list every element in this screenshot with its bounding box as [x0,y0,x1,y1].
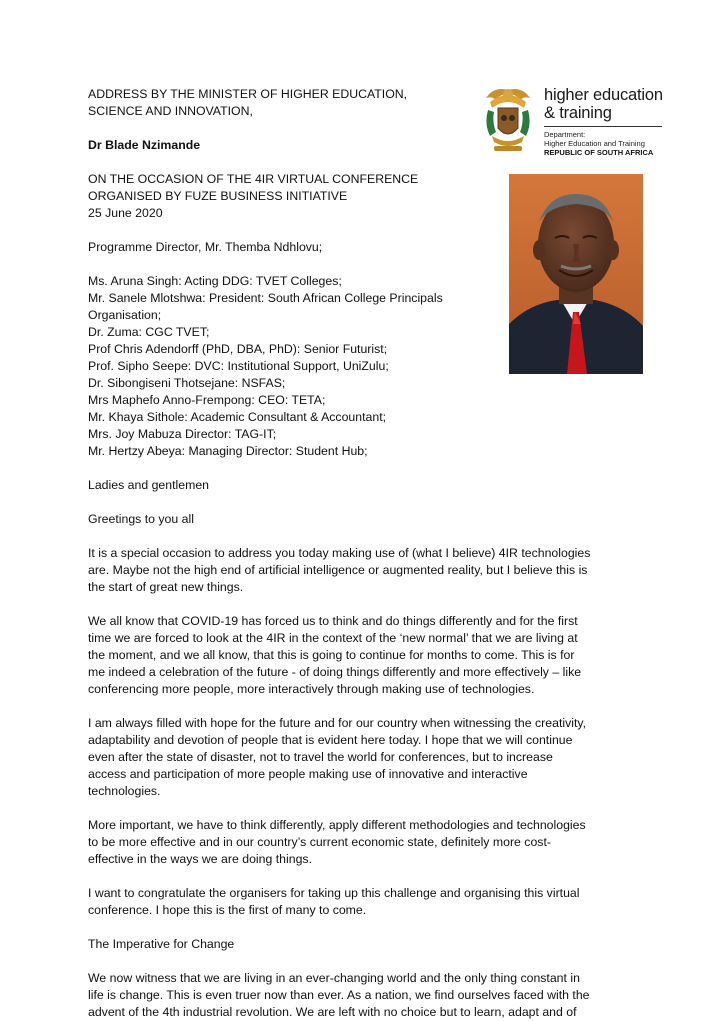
programme-director: Programme Director, Mr. Themba Ndhlovu; [88,240,323,254]
paragraph-line: the start of great new things. [88,580,244,594]
logo-title-line2: & training [544,104,612,122]
paragraph-line: are. Maybe not the high end of artificial intelligence or augmented reality, but I believe this is [88,563,588,577]
paragraph-line: We all know that COVID-19 has forced us to think and do things differently and for the first [88,614,578,628]
title-line-2: SCIENCE AND INNOVATION, [88,104,253,118]
title-line-1: ADDRESS BY THE MINISTER OF HIGHER EDUCATION, [88,87,408,101]
attendee-line: Mr. Hertzy Abeya: Managing Director: Student Hub; [88,444,368,458]
paragraph-line: the moment, and we all know, that this is going to continue for months to come. This is for [88,648,575,662]
paragraph-line: It is a special occasion to address you today making use of (what I believe) 4IR technologies [88,546,591,560]
paragraph-line: even after the state of disaster, not to travel the world for conferences, but to increase [88,750,553,764]
logo-department-label: Department: [544,130,586,139]
speaker-name: Dr Blade Nzimande [88,138,201,152]
paragraph-line: adaptability and devotion of people that is evident here today. I hope that we will continue [88,733,573,747]
attendee-line: Ms. Aruna Singh: Acting DDG: TVET Colleges; [88,274,342,288]
paragraph-line: conference. I hope this is the first of many to come. [88,903,367,917]
paragraph [88,715,648,800]
paragraph-line: advent of the 4th industrial revolution. We are left with no choice but to learn, adapt and of [88,1005,577,1019]
paragraph [88,885,648,919]
attendee-line: Mr. Khaya Sithole: Academic Consultant & Accountant; [88,410,387,424]
attendee-line: Mr. Sanele Mlotshwa: President: South African College Principals [88,291,443,305]
paragraph-line: life is change. This is even truer now than ever. As a nation, we find ourselves faced with the [88,988,590,1002]
paragraph-line: conferencing more people, more interactively through making use of technologies. [88,682,535,696]
paragraph-line: We now witness that we are living in an ever-changing world and the only thing constant in [88,971,580,985]
attendee-line: Prof Chris Adendorff (PhD, DBA, PhD): Senior Futurist; [88,342,388,356]
paragraph-line: time we are forced to look at the 4IR in the context of the ‘new normal’ that we are living at [88,631,578,645]
paragraph-line: to be more effective and in our country’s current economic state, definitely more cost- [88,835,551,849]
salutation: Ladies and gentlemen [88,478,210,492]
occasion-line-2: ORGANISED BY FUZE BUSINESS INITIATIVE [88,189,348,203]
logo-title-line1: higher education [544,86,663,104]
paragraph-line: effective in the ways we are doing things. [88,852,312,866]
section-heading: The Imperative for Change [88,937,235,951]
event-date: 25 June 2020 [88,206,163,220]
attendee-line: Dr. Sibongiseni Thotsejane: NSFAS; [88,376,286,390]
paragraph [88,545,648,596]
attendee-line: Organisation; [88,308,162,322]
attendee-list [88,273,498,460]
paragraph-line: I am always filled with hope for the future and for our country when witnessing the creativity, [88,716,587,730]
occasion-line-1: ON THE OCCASION OF THE 4IR VIRTUAL CONFERENCE [88,172,419,186]
paragraph-line: More important, we have to think differently, apply different methodologies and technologies [88,818,586,832]
paragraph-line: technologies. [88,784,161,798]
address-title [88,86,648,120]
paragraph [88,970,648,1021]
paragraph [88,613,648,698]
paragraph-line: access and participation of more people making use of innovative and interactive [88,767,528,781]
logo-country: REPUBLIC OF SOUTH AFRICA [544,148,654,157]
logo-department-name: Higher Education and Training [544,139,645,148]
paragraph [88,817,648,868]
paragraph-line: I want to congratulate the organisers for taking up this challenge and organising this virtual [88,886,580,900]
attendee-line: Dr. Zuma: CGC TVET; [88,325,210,339]
greeting: Greetings to you all [88,512,194,526]
attendee-line: Prof. Sipho Seepe: DVC: Institutional Support, UniZulu; [88,359,389,373]
attendee-line: Mrs Maphefo Anno-Frempong: CEO: TETA; [88,393,326,407]
attendee-line: Mrs. Joy Mabuza Director: TAG-IT; [88,427,277,441]
paragraph-line: me indeed a celebration of the future - of doing things differently and more effectively – like [88,665,582,679]
occasion-block [88,171,648,222]
speech-body [88,86,648,1021]
